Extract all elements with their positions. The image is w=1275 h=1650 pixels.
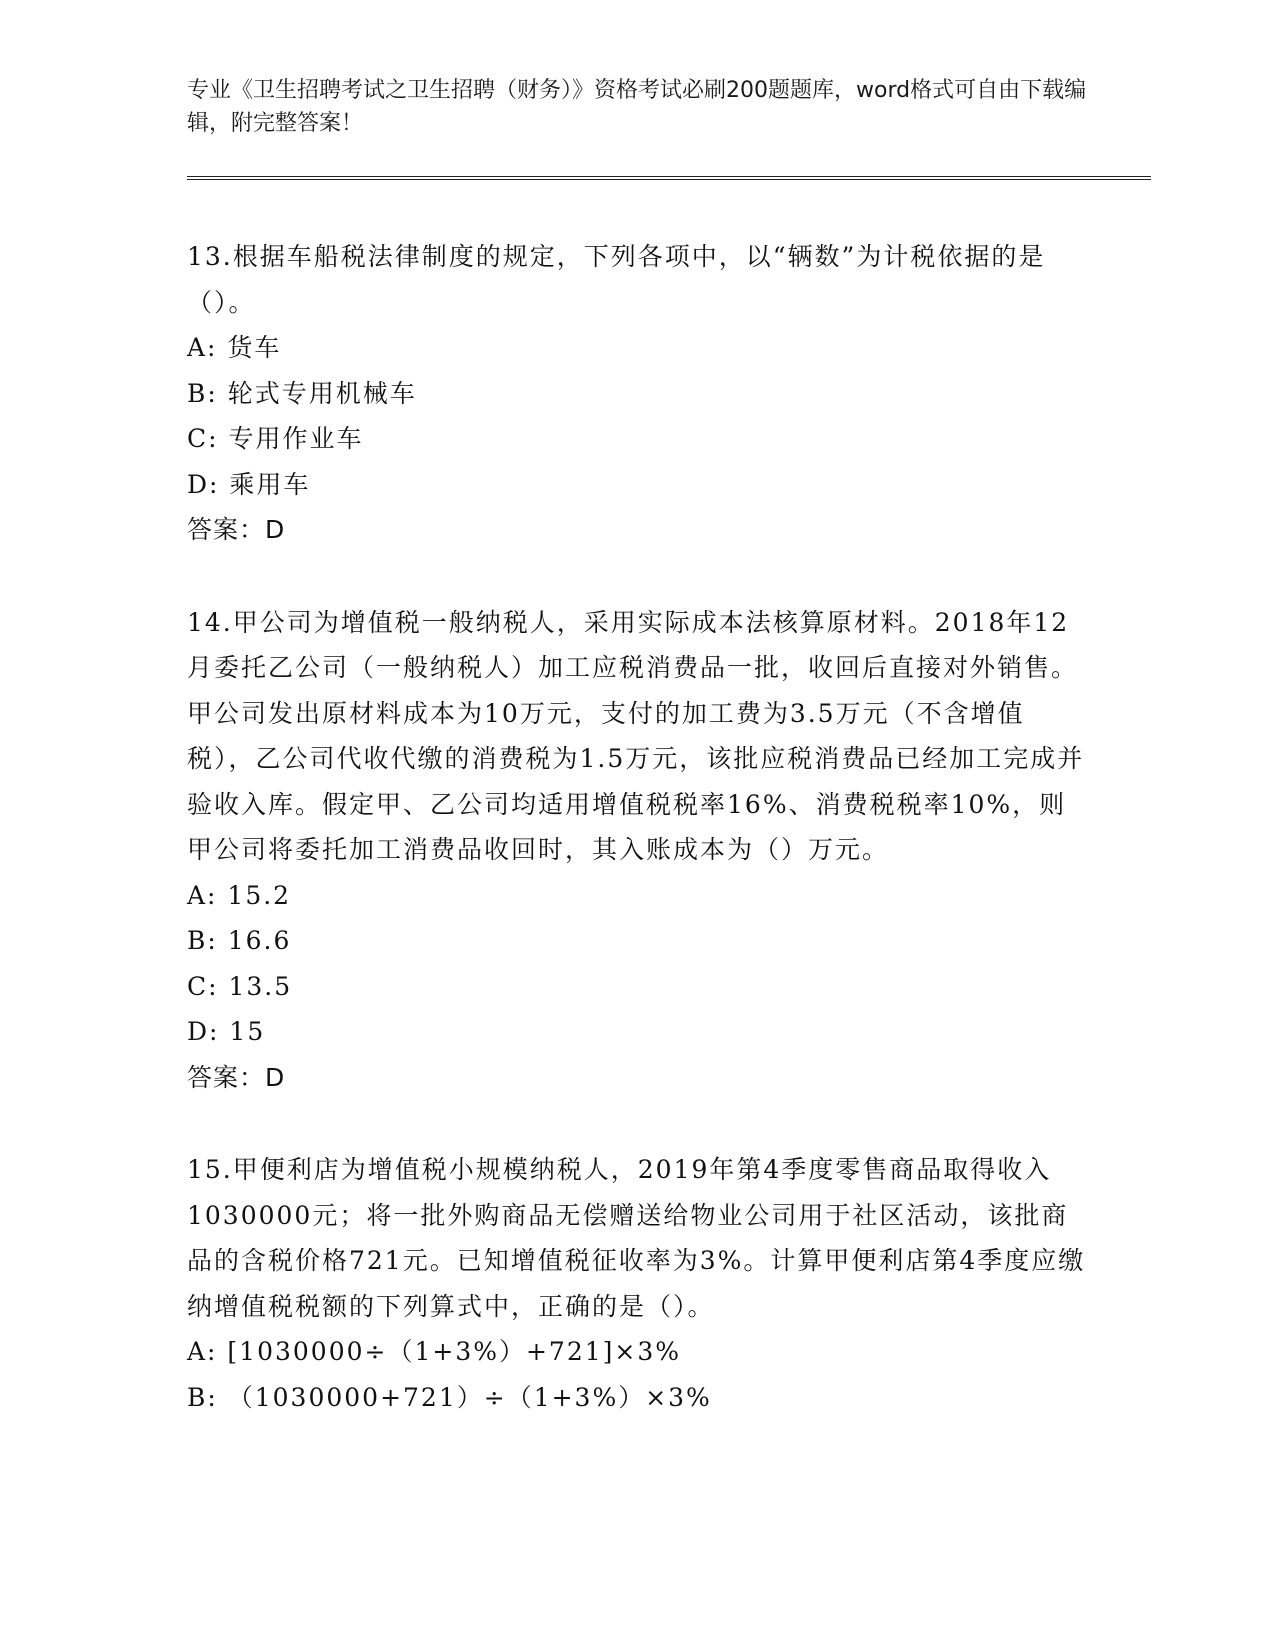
answer-label: 答案：D [187, 515, 286, 544]
question-stem: 14.甲公司为增值税一般纳税人，采用实际成本法核算原材料。2018年12月委托乙公司（一般纳税人）加工应税消费品一批，收回后直接对外销售。甲公司发出原材料成本为10万元，支付的加工费为3.5万元（不含增值税），乙公司代收代缴的消费税为1.5万元，该批应税消费品已经加工完成并验收入库。假定甲、乙公司均适用增值税税率16%、消费税税率10%，则甲公司将委托加工消费品收回时，其入账成本为（）万元。 [187, 607, 1085, 864]
option-c: C: 13.5 [187, 971, 293, 1001]
question-stem: 15.甲便利店为增值税小规模纳税人，2019年第4季度零售商品取得收入1030000元；将一批外购商品无偿赠送给物业公司用于社区活动，该批商品的含税价格721元。已知增值税征收率为3%。计算甲便利店第4季度应缴纳增值税税额的下列算式中，正确的是（）。 [187, 1155, 1086, 1321]
option-a: A: 15.2 [187, 880, 292, 910]
option-b: B: 轮式专用机械车 [187, 378, 417, 408]
question-stem: 13.根据车船税法律制度的规定，下列各项中，以“辆数”为计税依据的是（）。 [187, 242, 1046, 317]
answer-label: 答案：D [187, 1062, 286, 1092]
option-d: D: 15 [187, 1017, 266, 1046]
option-a: A: [1030000÷（1+3%）+721]×3% [187, 1337, 682, 1366]
option-d: D: 乘用车 [187, 469, 311, 499]
document-header: 专业《卫生招聘考试之卫生招聘（财务）》资格考试必刷200题题库，word格式可自由下载编辑，附完整答案！ [187, 78, 1087, 136]
option-b: B: 16.6 [187, 926, 292, 955]
question-13 [187, 234, 1087, 553]
question-14 [187, 600, 1087, 1101]
option-c: C: 专用作业车 [187, 424, 364, 453]
header-divider [187, 176, 1151, 180]
option-a: A: 货车 [187, 333, 282, 362]
option-b: B: （1030000+721）÷（1+3%）×3% [187, 1382, 712, 1412]
question-15 [187, 1147, 1087, 1420]
question-list [187, 234, 1087, 1467]
